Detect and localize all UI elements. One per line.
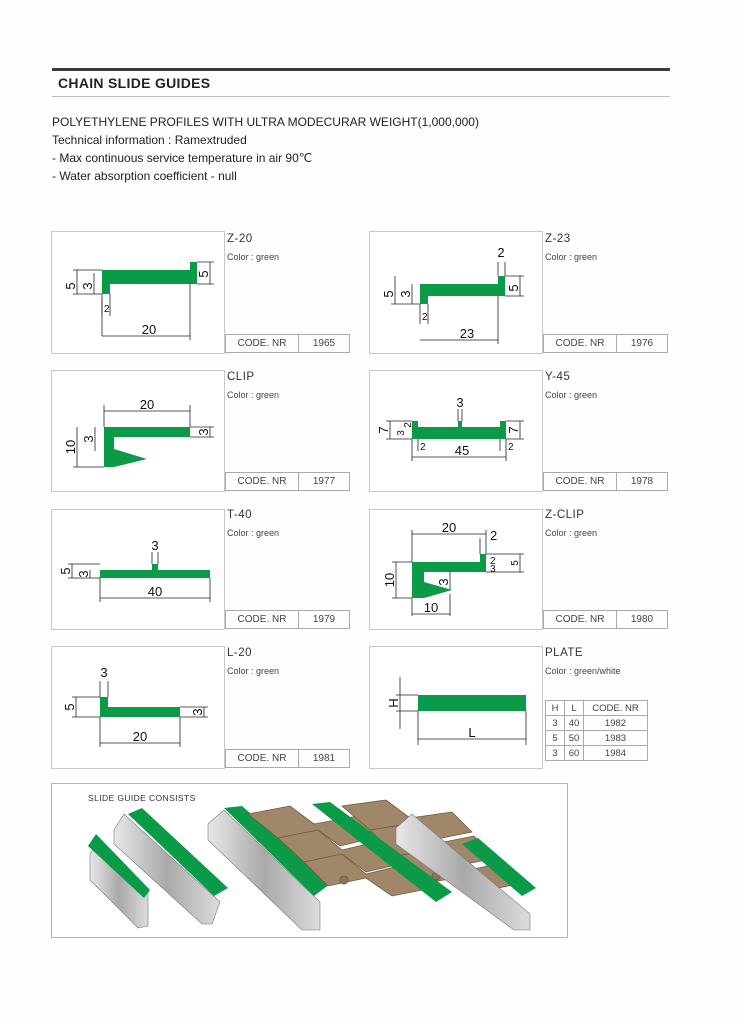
- figure-l-20: [51, 646, 225, 769]
- z-23-dim-3: 3: [398, 290, 413, 298]
- code-label: CODE. NR: [544, 473, 617, 490]
- t-40-profile: [100, 564, 210, 578]
- plate-cell-l: 60: [565, 746, 584, 761]
- y-45-dim-2-bottom-left: 2: [420, 442, 426, 453]
- z-23-dim-5-left: 5: [381, 290, 396, 298]
- y-45-dim-3-left: 3: [396, 430, 407, 436]
- title-underline: [52, 96, 670, 97]
- z-clip-dim-3-small: 3: [490, 564, 496, 575]
- plate-dim-h: H: [386, 698, 401, 708]
- z-20-dim-2: 2: [104, 304, 110, 315]
- product-color-z-clip: Color : green: [545, 528, 598, 538]
- plate-header-code: CODE. NR: [584, 701, 648, 716]
- table-row: [546, 731, 648, 746]
- figure-t-40: [51, 509, 225, 630]
- z-23-dim-2-bottom: 2: [422, 312, 428, 323]
- t-40-dim-5: 5: [58, 567, 73, 575]
- product-color-t-40: Color : green: [227, 528, 280, 538]
- y-45-drawing: [370, 371, 542, 491]
- t-40-dim-3-top: 3: [151, 538, 159, 553]
- y-45-dim-7-left: 7: [376, 426, 391, 434]
- figure-clip: [51, 370, 225, 492]
- z-20-dim-5a: 5: [63, 282, 78, 290]
- plate-cell-h: 3: [546, 716, 565, 731]
- product-name-z-23: Z-23: [545, 233, 571, 245]
- clip-dim-3-left: 3: [81, 435, 96, 443]
- plate-cell-code: 1983: [584, 731, 648, 746]
- clip-dim-20: 20: [139, 397, 155, 412]
- plate-dim-l: L: [468, 725, 476, 740]
- product-color-z-20: Color : green: [227, 252, 280, 262]
- l-20-dim-5: 5: [62, 703, 77, 711]
- code-label: CODE. NR: [226, 473, 299, 490]
- plate-code-table: [545, 700, 648, 761]
- z-clip-dim-2-mid: 2: [490, 556, 496, 567]
- clip-profile: [104, 427, 190, 467]
- code-box-z-20: [225, 334, 350, 353]
- plate-cell-code: 1982: [584, 716, 648, 731]
- code-box-t-40: [225, 610, 350, 629]
- code-value: 1977: [312, 476, 336, 487]
- figure-z-20: [51, 231, 225, 354]
- code-box-z-23: [543, 334, 668, 353]
- z-20-drawing: [52, 232, 224, 353]
- code-box-z-clip: [543, 610, 668, 629]
- product-name-plate: PLATE: [545, 647, 584, 659]
- figure-y-45: [369, 370, 543, 492]
- t-40-dim-3-left: 3: [76, 570, 91, 578]
- product-color-clip: Color : green: [227, 390, 280, 400]
- z-clip-dim-5: 5: [510, 560, 521, 566]
- y-45-profile: [412, 421, 506, 439]
- plate-table-header: [546, 701, 648, 716]
- slide-guide-consists-panel: [51, 783, 568, 938]
- plate-cell-h: 5: [546, 731, 565, 746]
- z-20-dim-3: 3: [80, 282, 95, 290]
- l-20-profile: [100, 697, 180, 717]
- z-clip-dim-10-left: 10: [382, 572, 397, 588]
- z-clip-drawing: [370, 510, 542, 629]
- code-box-y-45: [543, 472, 668, 491]
- product-color-z-23: Color : green: [545, 252, 598, 262]
- figure-plate: [369, 646, 543, 769]
- slide-guide-illustration: [52, 784, 567, 937]
- product-name-y-45: Y-45: [545, 371, 571, 383]
- code-label: CODE. NR: [226, 611, 299, 628]
- intro-line-absorption: - Water absorption coefficient - null: [52, 169, 237, 183]
- z-23-dim-5-right: 5: [506, 284, 521, 292]
- code-label: CODE. NR: [544, 335, 617, 352]
- z-23-profile: [420, 276, 505, 304]
- product-name-z-clip: Z-CLIP: [545, 509, 585, 521]
- plate-cell-l: 40: [565, 716, 584, 731]
- code-value: 1976: [630, 338, 654, 349]
- clip-drawing: [52, 371, 224, 491]
- z-clip-dim-3: 3: [436, 578, 451, 586]
- z-20-dim-5b: 5: [196, 270, 211, 278]
- plate-header-l: L: [565, 701, 584, 716]
- code-box-l-20: [225, 749, 350, 768]
- plate-header-h: H: [546, 701, 565, 716]
- intro-text: [52, 113, 479, 185]
- product-color-l-20: Color : green: [227, 666, 280, 676]
- intro-line-material: POLYETHYLENE PROFILES WITH ULTRA MODECURAR WEIGHT(1,000,000): [52, 115, 479, 129]
- product-color-y-45: Color : green: [545, 390, 598, 400]
- code-value: 1978: [630, 476, 654, 487]
- code-label: CODE. NR: [544, 611, 617, 628]
- plate-drawing: [370, 647, 542, 768]
- z-clip-dim-2-top: 2: [490, 528, 498, 543]
- l-20-dim-20: 20: [132, 729, 148, 744]
- y-45-dim-3-top: 3: [456, 395, 464, 410]
- code-label: CODE. NR: [226, 750, 299, 767]
- product-name-l-20: L-20: [227, 647, 253, 659]
- product-name-z-20: Z-20: [227, 233, 253, 245]
- z-23-dim-23: 23: [459, 326, 475, 341]
- figure-z-clip: [369, 509, 543, 630]
- plate-cell-h: 3: [546, 746, 565, 761]
- y-45-dim-2-left: 2: [403, 422, 414, 428]
- page-title: CHAIN SLIDE GUIDES: [58, 75, 211, 91]
- y-45-dim-2-bottom-right: 2: [508, 442, 514, 453]
- product-name-clip: CLIP: [227, 371, 255, 383]
- z-clip-dim-10-bottom: 10: [423, 600, 439, 615]
- code-value: 1980: [630, 614, 654, 625]
- intro-line-technical: Technical information : Ramextruded: [52, 133, 247, 147]
- z-clip-profile: [412, 554, 486, 598]
- clip-dim-10: 10: [63, 439, 78, 455]
- l-20-dim-3-top: 3: [100, 665, 108, 680]
- table-row: [546, 746, 648, 761]
- title-rule: [52, 68, 670, 71]
- plate-profile: [418, 695, 526, 711]
- z-23-drawing: [370, 232, 542, 353]
- plate-cell-code: 1984: [584, 746, 648, 761]
- product-color-plate: Color : green/white: [545, 666, 621, 676]
- code-value: 1965: [312, 338, 336, 349]
- code-label: CODE. NR: [226, 335, 299, 352]
- z-20-profile: [102, 262, 197, 294]
- product-name-t-40: T-40: [227, 509, 253, 521]
- consists-label: SLIDE GUIDE CONSISTS: [88, 793, 196, 803]
- l-20-drawing: [52, 647, 224, 768]
- table-row: [546, 716, 648, 731]
- code-value: 1979: [312, 614, 336, 625]
- plate-cell-l: 50: [565, 731, 584, 746]
- t-40-dim-40: 40: [147, 584, 163, 599]
- code-box-clip: [225, 472, 350, 491]
- y-45-dim-7-right: 7: [506, 426, 521, 434]
- y-45-dim-45: 45: [454, 443, 470, 458]
- code-value: 1981: [312, 753, 336, 764]
- z-23-dim-2-top: 2: [497, 245, 505, 260]
- intro-line-temperature: - Max continuous service temperature in air 90℃: [52, 151, 313, 165]
- t-40-drawing: [52, 510, 224, 629]
- clip-dim-3-right: 3: [196, 428, 211, 436]
- z-20-dim-20: 20: [141, 322, 157, 337]
- figure-z-23: [369, 231, 543, 354]
- z-clip-dim-20: 20: [441, 520, 457, 535]
- l-20-dim-3-right: 3: [190, 708, 205, 716]
